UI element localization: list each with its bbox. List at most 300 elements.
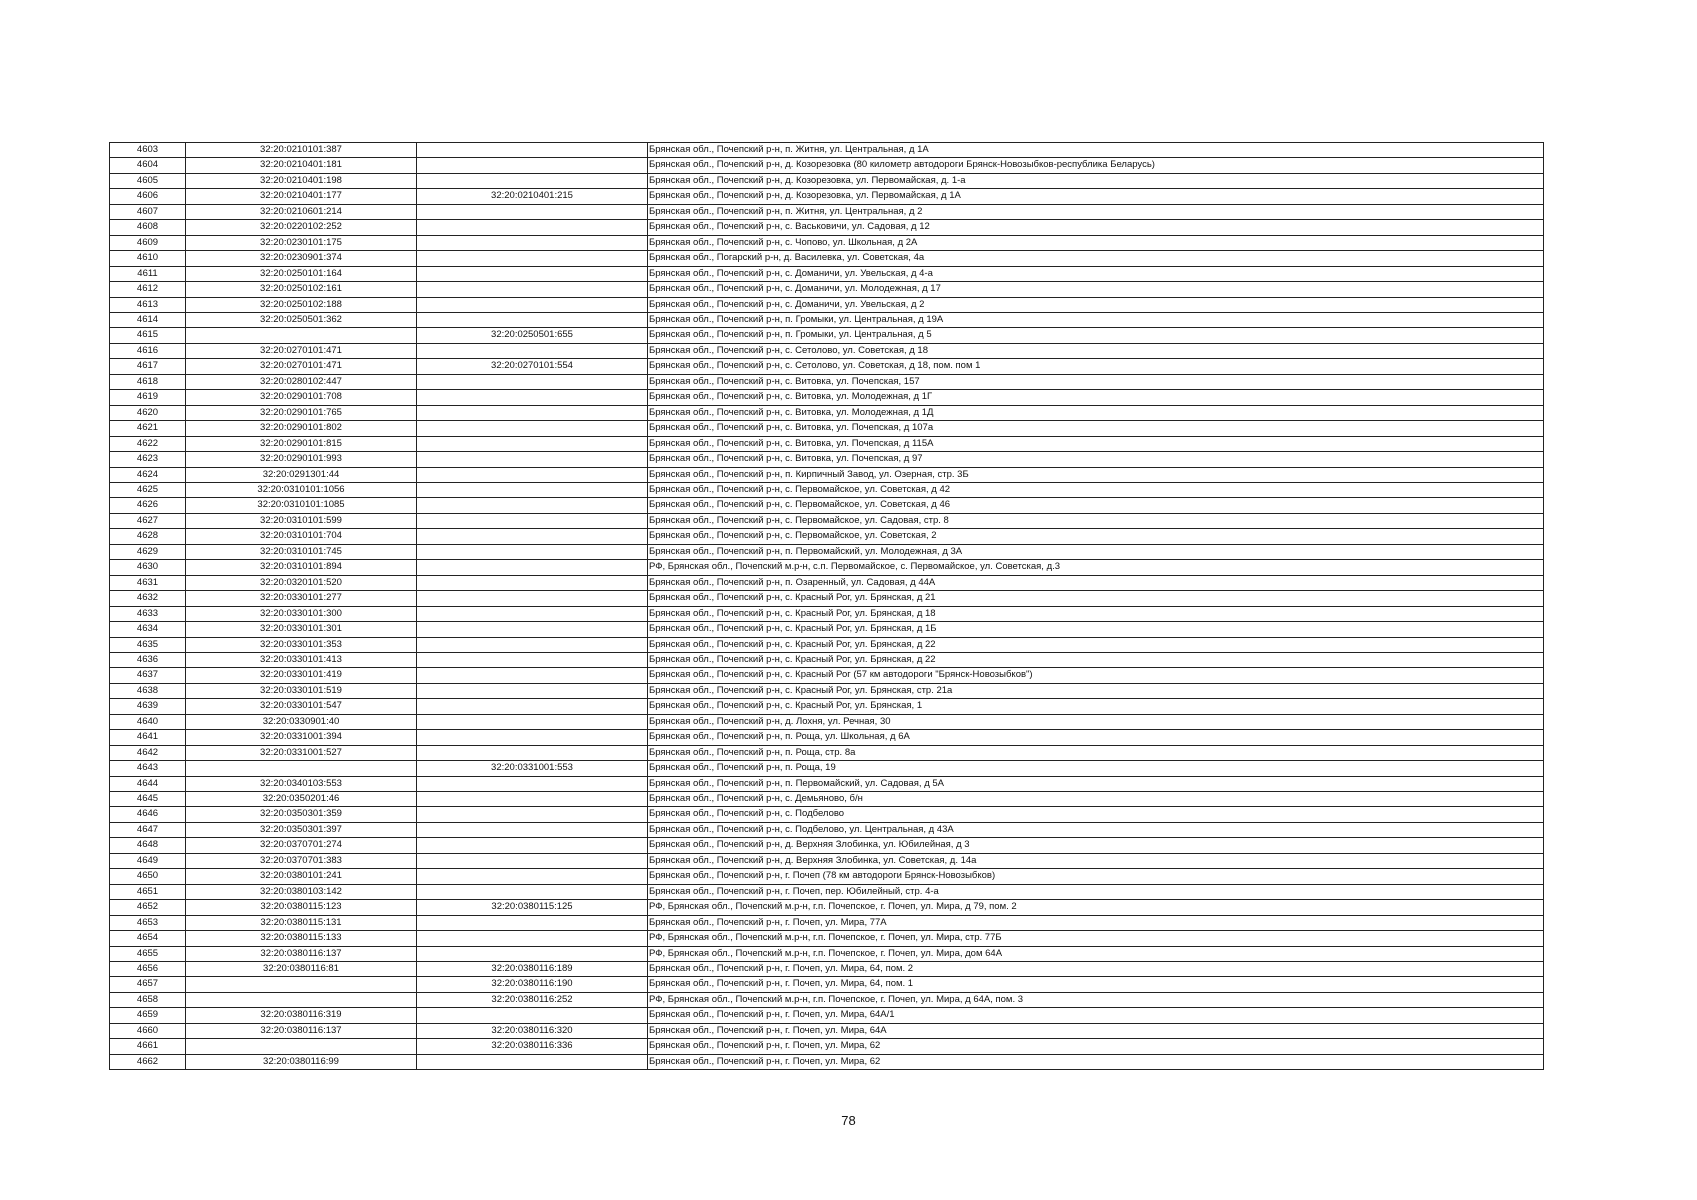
related-cadastral-number-cell [417,652,648,667]
row-number-cell: 4623 [110,452,186,467]
row-number-cell: 4617 [110,359,186,374]
address-cell: Брянская обл., Почепский р-н, с. Сетолово, ул. Советская, д 18, пом. пом 1 [648,359,1544,374]
related-cadastral-number-cell [417,560,648,575]
related-cadastral-number-cell [417,282,648,297]
table-row [110,1054,1544,1069]
related-cadastral-number-cell [417,343,648,358]
cadastral-number-cell: 32:20:0350201:46 [186,792,417,807]
row-number-cell: 4655 [110,946,186,961]
row-number-cell: 4636 [110,652,186,667]
related-cadastral-number-cell: 32:20:0210401:215 [417,189,648,204]
table-row [110,297,1544,312]
address-cell: Брянская обл., Почепский р-н, д. Верхняя Злобинка, ул. Советская, д. 14а [648,853,1544,868]
cadastral-number-cell: 32:20:0230901:374 [186,251,417,266]
related-cadastral-number-cell: 32:20:0380116:252 [417,992,648,1007]
row-number-cell: 4642 [110,745,186,760]
table-row [110,946,1544,961]
cadastral-number-cell [186,992,417,1007]
related-cadastral-number-cell: 32:20:0250501:655 [417,328,648,343]
row-number-cell: 4652 [110,900,186,915]
row-number-cell: 4621 [110,421,186,436]
row-number-cell: 4630 [110,560,186,575]
row-number-cell: 4662 [110,1054,186,1069]
row-number-cell: 4661 [110,1039,186,1054]
address-cell: Брянская обл., Почепский р-н, с. Первомайское, ул. Советская, д 46 [648,498,1544,513]
address-cell: Брянская обл., Почепский р-н, п. Роща, стр. 8а [648,745,1544,760]
address-cell: Брянская обл., Почепский р-н, п. Кирпичный Завод, ул. Озерная, стр. 3Б [648,467,1544,482]
property-table-body [110,143,1544,1070]
table-row [110,143,1544,158]
row-number-cell: 4648 [110,838,186,853]
table-row [110,482,1544,497]
related-cadastral-number-cell: 32:20:0331001:553 [417,761,648,776]
row-number-cell: 4611 [110,266,186,281]
row-number-cell: 4607 [110,204,186,219]
related-cadastral-number-cell [417,251,648,266]
related-cadastral-number-cell [417,374,648,389]
address-cell: Брянская обл., Почепский р-н, с. Красный Рог, ул. Брянская, д 21 [648,591,1544,606]
address-cell: Брянская обл., Почепский р-н, г. Почеп, ул. Мира, 62 [648,1039,1544,1054]
row-number-cell: 4635 [110,637,186,652]
related-cadastral-number-cell: 32:20:0380116:189 [417,962,648,977]
related-cadastral-number-cell [417,513,648,528]
cadastral-number-cell: 32:20:0380116:137 [186,1023,417,1038]
row-number-cell: 4633 [110,606,186,621]
table-row [110,282,1544,297]
cadastral-number-cell: 32:20:0310101:704 [186,529,417,544]
table-row [110,374,1544,389]
table-row [110,977,1544,992]
related-cadastral-number-cell [417,390,648,405]
address-cell: Брянская обл., Почепский р-н, п. Громыки, ул. Центральная, д 5 [648,328,1544,343]
cadastral-number-cell: 32:20:0250101:164 [186,266,417,281]
related-cadastral-number-cell [417,467,648,482]
related-cadastral-number-cell [417,699,648,714]
related-cadastral-number-cell [417,683,648,698]
table-row [110,792,1544,807]
related-cadastral-number-cell [417,143,648,158]
cadastral-number-cell: 32:20:0380115:133 [186,931,417,946]
row-number-cell: 4660 [110,1023,186,1038]
table-row [110,173,1544,188]
row-number-cell: 4639 [110,699,186,714]
cadastral-number-cell: 32:20:0220102:252 [186,220,417,235]
cadastral-number-cell: 32:20:0320101:520 [186,575,417,590]
address-cell: Брянская обл., Почепский р-н, г. Почеп, ул. Мира, 64А/1 [648,1008,1544,1023]
table-row [110,544,1544,559]
related-cadastral-number-cell [417,591,648,606]
address-cell: Брянская обл., Почепский р-н, г. Почеп, ул. Мира, 64, пом. 2 [648,962,1544,977]
address-cell: Брянская обл., Почепский р-н, с. Сетолово, ул. Советская, д 18 [648,343,1544,358]
related-cadastral-number-cell [417,220,648,235]
cadastral-number-cell: 32:20:0210401:198 [186,173,417,188]
table-row [110,992,1544,1007]
row-number-cell: 4628 [110,529,186,544]
address-cell: Брянская обл., Почепский р-н, с. Красный Рог, ул. Брянская, д 1Б [648,622,1544,637]
row-number-cell: 4626 [110,498,186,513]
table-row [110,158,1544,173]
page-number: 78 [841,1113,856,1128]
address-cell: Брянская обл., Почепский р-н, с. Красный Рог, ул. Брянская, стр. 21а [648,683,1544,698]
address-cell: Брянская обл., Почепский р-н, с. Подбелово, ул. Центральная, д 43А [648,822,1544,837]
cadastral-number-cell: 32:20:0330101:301 [186,622,417,637]
related-cadastral-number-cell [417,575,648,590]
address-cell: Брянская обл., Почепский р-н, с. Витовка, ул. Почепская, д 107а [648,421,1544,436]
cadastral-number-cell: 32:20:0330101:419 [186,668,417,683]
cadastral-number-cell: 32:20:0380116:319 [186,1008,417,1023]
row-number-cell: 4634 [110,622,186,637]
address-cell: Брянская обл., Почепский р-н, с. Красный Рог (57 км автодороги "Брянск-Новозыбков") [648,668,1544,683]
row-number-cell: 4654 [110,931,186,946]
cadastral-number-cell [186,328,417,343]
row-number-cell: 4618 [110,374,186,389]
related-cadastral-number-cell [417,853,648,868]
address-cell: Брянская обл., Почепский р-н, с. Красный Рог, ул. Брянская, д 22 [648,652,1544,667]
table-row [110,189,1544,204]
row-number-cell: 4603 [110,143,186,158]
address-cell: Брянская обл., Почепский р-н, г. Почеп, ул. Мира, 64А [648,1023,1544,1038]
table-row [110,745,1544,760]
property-table [109,142,1544,1070]
related-cadastral-number-cell [417,158,648,173]
related-cadastral-number-cell [417,838,648,853]
related-cadastral-number-cell [417,822,648,837]
cadastral-number-cell: 32:20:0380116:99 [186,1054,417,1069]
cadastral-number-cell: 32:20:0280102:447 [186,374,417,389]
row-number-cell: 4641 [110,730,186,745]
address-cell: Брянская обл., Почепский р-н, п. Озаренный, ул. Садовая, д 44А [648,575,1544,590]
related-cadastral-number-cell [417,931,648,946]
table-row [110,390,1544,405]
address-cell: Брянская обл., Почепский р-н, г. Почеп, ул. Мира, 64, пом. 1 [648,977,1544,992]
related-cadastral-number-cell [417,745,648,760]
address-cell: Брянская обл., Почепский р-н, с. Витовка, ул. Почепская, 157 [648,374,1544,389]
row-number-cell: 4606 [110,189,186,204]
related-cadastral-number-cell [417,730,648,745]
table-row [110,452,1544,467]
address-cell: РФ, Брянская обл., Почепский м.р-н, г.п. Почепское, г. Почеп, ул. Мира, д 64А, пом. 3 [648,992,1544,1007]
cadastral-number-cell: 32:20:0250102:188 [186,297,417,312]
address-cell: Брянская обл., Почепский р-н, д. Лохня, ул. Речная, 30 [648,714,1544,729]
address-cell: Брянская обл., Почепский р-н, п. Житня, ул. Центральная, д 2 [648,204,1544,219]
cadastral-number-cell: 32:20:0370701:383 [186,853,417,868]
address-cell: Брянская обл., Почепский р-н, г. Почеп, ул. Мира, 77А [648,915,1544,930]
table-row [110,714,1544,729]
related-cadastral-number-cell [417,606,648,621]
table-row [110,343,1544,358]
address-cell: Брянская обл., Почепский р-н, с. Красный Рог, ул. Брянская, д 22 [648,637,1544,652]
address-cell: Брянская обл., Почепский р-н, д. Козорезовка, ул. Первомайская, д 1А [648,189,1544,204]
address-cell: Брянская обл., Почепский р-н, г. Почеп, ул. Мира, 62 [648,1054,1544,1069]
row-number-cell: 4658 [110,992,186,1007]
related-cadastral-number-cell [417,266,648,281]
table-row [110,328,1544,343]
related-cadastral-number-cell [417,869,648,884]
row-number-cell: 4620 [110,405,186,420]
table-row [110,251,1544,266]
address-cell: Брянская обл., Погарский р-н, д. Василевка, ул. Советская, 4а [648,251,1544,266]
row-number-cell: 4650 [110,869,186,884]
address-cell: Брянская обл., Почепский р-н, д. Козорезовка (80 километр автодороги Брянск-Новозыбков-республика Беларусь) [648,158,1544,173]
cadastral-number-cell: 32:20:0330101:547 [186,699,417,714]
row-number-cell: 4605 [110,173,186,188]
cadastral-number-cell: 32:20:0350301:359 [186,807,417,822]
cadastral-number-cell: 32:20:0350301:397 [186,822,417,837]
cadastral-number-cell [186,977,417,992]
related-cadastral-number-cell: 32:20:0380116:190 [417,977,648,992]
related-cadastral-number-cell [417,482,648,497]
cadastral-number-cell: 32:20:0270101:471 [186,343,417,358]
address-cell: РФ, Брянская обл., Почепский м.р-н, г.п. Почепское, г. Почеп, ул. Мира, стр. 77Б [648,931,1544,946]
table-row [110,931,1544,946]
table-row [110,220,1544,235]
address-cell: Брянская обл., Почепский р-н, с. Первомайское, ул. Советская, 2 [648,529,1544,544]
table-row [110,235,1544,250]
row-number-cell: 4608 [110,220,186,235]
row-number-cell: 4612 [110,282,186,297]
cadastral-number-cell: 32:20:0250501:362 [186,312,417,327]
related-cadastral-number-cell [417,235,648,250]
related-cadastral-number-cell: 32:20:0270101:554 [417,359,648,374]
table-row [110,421,1544,436]
row-number-cell: 4656 [110,962,186,977]
address-cell: РФ, Брянская обл., Почепский м.р-н, г.п. Почепское, г. Почеп, ул. Мира, д 79, пом. 2 [648,900,1544,915]
table-row [110,436,1544,451]
related-cadastral-number-cell: 32:20:0380116:336 [417,1039,648,1054]
table-row [110,668,1544,683]
related-cadastral-number-cell [417,1054,648,1069]
related-cadastral-number-cell [417,436,648,451]
table-row [110,405,1544,420]
cadastral-number-cell: 32:20:0331001:527 [186,745,417,760]
table-row [110,807,1544,822]
table-row [110,884,1544,899]
related-cadastral-number-cell [417,173,648,188]
cadastral-number-cell: 32:20:0380115:131 [186,915,417,930]
cadastral-number-cell: 32:20:0230101:175 [186,235,417,250]
table-row [110,761,1544,776]
row-number-cell: 4638 [110,683,186,698]
address-cell: Брянская обл., Почепский р-н, п. Житня, ул. Центральная, д 1А [648,143,1544,158]
row-number-cell: 4604 [110,158,186,173]
table-row [110,204,1544,219]
row-number-cell: 4610 [110,251,186,266]
cadastral-number-cell: 32:20:0310101:894 [186,560,417,575]
row-number-cell: 4643 [110,761,186,776]
cadastral-number-cell: 32:20:0210401:177 [186,189,417,204]
cadastral-number-cell: 32:20:0310101:1056 [186,482,417,497]
row-number-cell: 4625 [110,482,186,497]
row-number-cell: 4647 [110,822,186,837]
address-cell: Брянская обл., Почепский р-н, с. Витовка, ул. Почепская, д 97 [648,452,1544,467]
cadastral-number-cell: 32:20:0250102:161 [186,282,417,297]
cadastral-number-cell: 32:20:0330101:353 [186,637,417,652]
cadastral-number-cell [186,761,417,776]
row-number-cell: 4624 [110,467,186,482]
cadastral-number-cell: 32:20:0310101:1085 [186,498,417,513]
table-row [110,822,1544,837]
table-row [110,513,1544,528]
cadastral-number-cell: 32:20:0290101:815 [186,436,417,451]
row-number-cell: 4637 [110,668,186,683]
cadastral-number-cell: 32:20:0290101:765 [186,405,417,420]
related-cadastral-number-cell: 32:20:0380116:320 [417,1023,648,1038]
cadastral-number-cell: 32:20:0210401:181 [186,158,417,173]
related-cadastral-number-cell [417,946,648,961]
address-cell: Брянская обл., Почепский р-н, п. Роща, 19 [648,761,1544,776]
table-row [110,869,1544,884]
table-row [110,853,1544,868]
cadastral-number-cell: 32:20:0380116:137 [186,946,417,961]
address-cell: Брянская обл., Почепский р-н, п. Первомайский, ул. Садовая, д 5А [648,776,1544,791]
address-cell: Брянская обл., Почепский р-н, с. Первомайское, ул. Советская, д 42 [648,482,1544,497]
table-row [110,529,1544,544]
table-row [110,637,1544,652]
cadastral-number-cell: 32:20:0330101:413 [186,652,417,667]
table-row [110,915,1544,930]
cadastral-number-cell: 32:20:0291301:44 [186,467,417,482]
address-cell: РФ, Брянская обл., Почепский м.р-н, с.п. Первомайское, с. Первомайское, ул. Советская, д.3 [648,560,1544,575]
address-cell: Брянская обл., Почепский р-н, с. Демьяново, б/н [648,792,1544,807]
related-cadastral-number-cell [417,452,648,467]
address-cell: Брянская обл., Почепский р-н, с. Подбелово [648,807,1544,822]
address-cell: Брянская обл., Почепский р-н, п. Громыки, ул. Центральная, д 19А [648,312,1544,327]
table-row [110,1039,1544,1054]
table-row [110,730,1544,745]
related-cadastral-number-cell [417,204,648,219]
row-number-cell: 4609 [110,235,186,250]
table-row [110,498,1544,513]
table-row [110,560,1544,575]
table-row [110,1023,1544,1038]
row-number-cell: 4649 [110,853,186,868]
cadastral-number-cell: 32:20:0330101:277 [186,591,417,606]
table-row [110,591,1544,606]
row-number-cell: 4659 [110,1008,186,1023]
address-cell: Брянская обл., Почепский р-н, с. Первомайское, ул. Садовая, стр. 8 [648,513,1544,528]
address-cell: Брянская обл., Почепский р-н, д. Козорезовка, ул. Первомайская, д. 1-а [648,173,1544,188]
row-number-cell: 4644 [110,776,186,791]
table-row [110,266,1544,281]
cadastral-number-cell: 32:20:0380101:241 [186,869,417,884]
related-cadastral-number-cell [417,776,648,791]
address-cell: Брянская обл., Почепский р-н, п. Роща, ул. Школьная, д 6А [648,730,1544,745]
table-row [110,1008,1544,1023]
cadastral-number-cell: 32:20:0210601:214 [186,204,417,219]
address-cell: Брянская обл., Почепский р-н, г. Почеп, пер. Юбилейный, стр. 4-а [648,884,1544,899]
cadastral-number-cell: 32:20:0310101:745 [186,544,417,559]
row-number-cell: 4646 [110,807,186,822]
row-number-cell: 4613 [110,297,186,312]
cadastral-number-cell: 32:20:0270101:471 [186,359,417,374]
cadastral-number-cell: 32:20:0380115:123 [186,900,417,915]
address-cell: Брянская обл., Почепский р-н, с. Васьковичи, ул. Садовая, д 12 [648,220,1544,235]
related-cadastral-number-cell [417,622,648,637]
cadastral-number-cell: 32:20:0330101:519 [186,683,417,698]
cadastral-number-cell: 32:20:0330901:40 [186,714,417,729]
row-number-cell: 4651 [110,884,186,899]
related-cadastral-number-cell [417,714,648,729]
related-cadastral-number-cell [417,807,648,822]
address-cell: Брянская обл., Почепский р-н, с. Красный Рог, ул. Брянская, д 18 [648,606,1544,621]
related-cadastral-number-cell [417,312,648,327]
related-cadastral-number-cell [417,544,648,559]
address-cell: Брянская обл., Почепский р-н, д. Верхняя Злобинка, ул. Юбилейная, д 3 [648,838,1544,853]
table-row [110,962,1544,977]
related-cadastral-number-cell [417,405,648,420]
row-number-cell: 4653 [110,915,186,930]
table-row [110,606,1544,621]
address-cell: Брянская обл., Почепский р-н, с. Красный Рог, ул. Брянская, 1 [648,699,1544,714]
row-number-cell: 4645 [110,792,186,807]
table-row [110,312,1544,327]
cadastral-number-cell: 32:20:0290101:802 [186,421,417,436]
table-row [110,838,1544,853]
table-row [110,900,1544,915]
table-row [110,683,1544,698]
related-cadastral-number-cell [417,915,648,930]
row-number-cell: 4616 [110,343,186,358]
address-cell: Брянская обл., Почепский р-н, с. Доманичи, ул. Молодежная, д 17 [648,282,1544,297]
row-number-cell: 4627 [110,513,186,528]
row-number-cell: 4622 [110,436,186,451]
cadastral-number-cell: 32:20:0210101:387 [186,143,417,158]
related-cadastral-number-cell [417,297,648,312]
table-row [110,776,1544,791]
related-cadastral-number-cell [417,792,648,807]
cadastral-number-cell: 32:20:0331001:394 [186,730,417,745]
address-cell: Брянская обл., Почепский р-н, с. Витовка, ул. Молодежная, д 1Д [648,405,1544,420]
row-number-cell: 4632 [110,591,186,606]
cadastral-number-cell: 32:20:0380116:81 [186,962,417,977]
address-cell: Брянская обл., Почепский р-н, с. Витовка, ул. Молодежная, д 1Г [648,390,1544,405]
address-cell: Брянская обл., Почепский р-н, с. Чопово, ул. Школьная, д 2А [648,235,1544,250]
row-number-cell: 4614 [110,312,186,327]
address-cell: Брянская обл., Почепский р-н, п. Первомайский, ул. Молодежная, д 3А [648,544,1544,559]
address-cell: Брянская обл., Почепский р-н, г. Почеп (78 км автодороги Брянск-Новозыбков) [648,869,1544,884]
address-cell: РФ, Брянская обл., Почепский м.р-н, г.п. Почепское, г. Почеп, ул. Мира, дом 64А [648,946,1544,961]
related-cadastral-number-cell [417,668,648,683]
table-row [110,575,1544,590]
address-cell: Брянская обл., Почепский р-н, с. Доманичи, ул. Увельская, д 4-а [648,266,1544,281]
table-row [110,359,1544,374]
cadastral-number-cell: 32:20:0330101:300 [186,606,417,621]
table-row [110,699,1544,714]
address-cell: Брянская обл., Почепский р-н, с. Витовка, ул. Почепская, д 115А [648,436,1544,451]
related-cadastral-number-cell [417,529,648,544]
cadastral-number-cell: 32:20:0370701:274 [186,838,417,853]
address-cell: Брянская обл., Почепский р-н, с. Доманичи, ул. Увельская, д 2 [648,297,1544,312]
cadastral-number-cell: 32:20:0340103:553 [186,776,417,791]
related-cadastral-number-cell [417,498,648,513]
row-number-cell: 4631 [110,575,186,590]
cadastral-number-cell: 32:20:0380103:142 [186,884,417,899]
cadastral-number-cell: 32:20:0290101:993 [186,452,417,467]
table-row [110,652,1544,667]
related-cadastral-number-cell [417,421,648,436]
cadastral-number-cell: 32:20:0290101:708 [186,390,417,405]
cadastral-number-cell: 32:20:0310101:599 [186,513,417,528]
related-cadastral-number-cell [417,637,648,652]
row-number-cell: 4657 [110,977,186,992]
related-cadastral-number-cell: 32:20:0380115:125 [417,900,648,915]
related-cadastral-number-cell [417,884,648,899]
row-number-cell: 4619 [110,390,186,405]
table-row [110,467,1544,482]
cadastral-number-cell [186,1039,417,1054]
row-number-cell: 4629 [110,544,186,559]
table-row [110,622,1544,637]
